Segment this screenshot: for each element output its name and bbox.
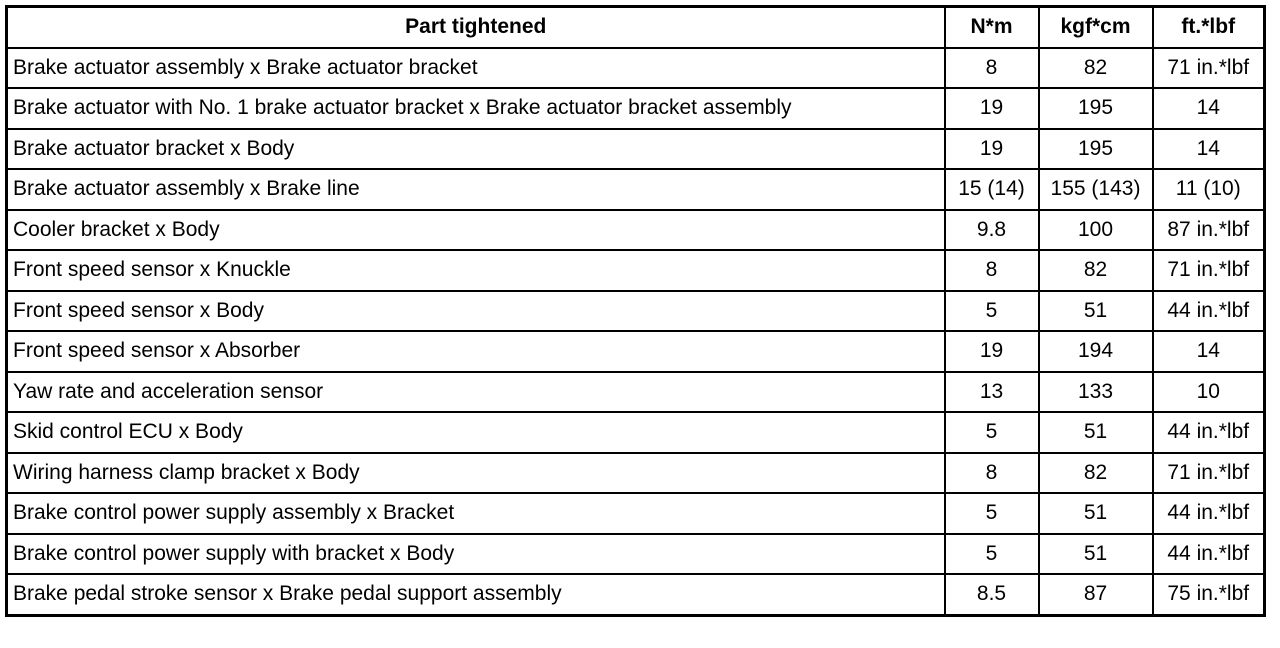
nm-cell: 5 — [945, 291, 1039, 332]
header-ft-lbf: ft.*lbf — [1153, 7, 1265, 48]
part-cell: Brake pedal stroke sensor x Brake pedal support assembly — [7, 574, 945, 615]
part-cell: Brake actuator with No. 1 brake actuator bracket x Brake actuator bracket assembly — [7, 88, 945, 129]
kgf-cell: 133 — [1039, 372, 1153, 413]
kgf-cell: 100 — [1039, 210, 1153, 251]
part-cell: Wiring harness clamp bracket x Body — [7, 453, 945, 494]
table-row — [7, 412, 1265, 453]
table-row — [7, 453, 1265, 494]
nm-cell: 8 — [945, 453, 1039, 494]
part-cell: Brake control power supply assembly x Bracket — [7, 493, 945, 534]
part-cell: Brake actuator assembly x Brake actuator bracket — [7, 48, 945, 89]
ft-cell: 75 in.*lbf — [1153, 574, 1265, 615]
ft-cell: 10 — [1153, 372, 1265, 413]
part-cell: Skid control ECU x Body — [7, 412, 945, 453]
ft-cell: 44 in.*lbf — [1153, 534, 1265, 575]
kgf-cell: 51 — [1039, 534, 1153, 575]
part-cell: Brake actuator bracket x Body — [7, 129, 945, 170]
nm-cell: 15 (14) — [945, 169, 1039, 210]
table-row — [7, 48, 1265, 89]
table-row — [7, 493, 1265, 534]
table-row — [7, 210, 1265, 251]
nm-cell: 8 — [945, 48, 1039, 89]
nm-cell: 13 — [945, 372, 1039, 413]
torque-spec-table — [5, 5, 1266, 617]
part-cell: Front speed sensor x Body — [7, 291, 945, 332]
kgf-cell: 194 — [1039, 331, 1153, 372]
ft-cell: 87 in.*lbf — [1153, 210, 1265, 251]
table-row — [7, 372, 1265, 413]
part-cell: Yaw rate and acceleration sensor — [7, 372, 945, 413]
kgf-cell: 82 — [1039, 250, 1153, 291]
kgf-cell: 82 — [1039, 453, 1153, 494]
nm-cell: 9.8 — [945, 210, 1039, 251]
kgf-cell: 195 — [1039, 88, 1153, 129]
part-cell: Brake control power supply with bracket x Body — [7, 534, 945, 575]
table-row — [7, 250, 1265, 291]
part-cell: Cooler bracket x Body — [7, 210, 945, 251]
nm-cell: 19 — [945, 88, 1039, 129]
table-row — [7, 534, 1265, 575]
ft-cell: 71 in.*lbf — [1153, 48, 1265, 89]
ft-cell: 71 in.*lbf — [1153, 453, 1265, 494]
table-row — [7, 574, 1265, 615]
ft-cell: 44 in.*lbf — [1153, 291, 1265, 332]
kgf-cell: 195 — [1039, 129, 1153, 170]
kgf-cell: 82 — [1039, 48, 1153, 89]
header-row — [7, 7, 1265, 48]
ft-cell: 71 in.*lbf — [1153, 250, 1265, 291]
table-row — [7, 169, 1265, 210]
part-cell: Brake actuator assembly x Brake line — [7, 169, 945, 210]
ft-cell: 14 — [1153, 88, 1265, 129]
header-kgf-cm: kgf*cm — [1039, 7, 1153, 48]
nm-cell: 5 — [945, 412, 1039, 453]
ft-cell: 44 in.*lbf — [1153, 493, 1265, 534]
ft-cell: 44 in.*lbf — [1153, 412, 1265, 453]
nm-cell: 8.5 — [945, 574, 1039, 615]
table-row — [7, 88, 1265, 129]
table-row — [7, 331, 1265, 372]
table-row — [7, 129, 1265, 170]
kgf-cell: 51 — [1039, 493, 1153, 534]
kgf-cell: 87 — [1039, 574, 1153, 615]
nm-cell: 8 — [945, 250, 1039, 291]
header-nm: N*m — [945, 7, 1039, 48]
header-part-tightened: Part tightened — [7, 7, 945, 48]
table-row — [7, 291, 1265, 332]
nm-cell: 19 — [945, 331, 1039, 372]
nm-cell: 19 — [945, 129, 1039, 170]
ft-cell: 11 (10) — [1153, 169, 1265, 210]
part-cell: Front speed sensor x Knuckle — [7, 250, 945, 291]
part-cell: Front speed sensor x Absorber — [7, 331, 945, 372]
nm-cell: 5 — [945, 534, 1039, 575]
ft-cell: 14 — [1153, 129, 1265, 170]
kgf-cell: 51 — [1039, 412, 1153, 453]
nm-cell: 5 — [945, 493, 1039, 534]
ft-cell: 14 — [1153, 331, 1265, 372]
kgf-cell: 155 (143) — [1039, 169, 1153, 210]
kgf-cell: 51 — [1039, 291, 1153, 332]
